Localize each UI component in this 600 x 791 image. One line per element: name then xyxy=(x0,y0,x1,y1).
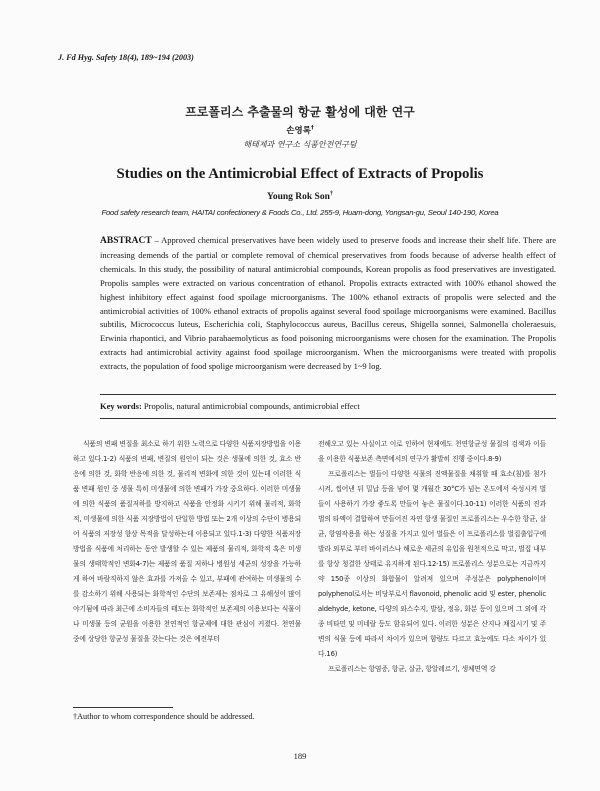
abstract xyxy=(100,234,556,374)
abstract-label: ABSTRACT xyxy=(100,236,152,246)
keywords-label: Key words: xyxy=(100,401,142,411)
english-title: Studies on the Antimicrobial Effect of Extracts of Propolis xyxy=(116,166,484,182)
english-author: Young Rok Son† xyxy=(267,190,333,202)
body-column-left xyxy=(73,437,301,647)
body-paragraph: 식품의 변패 변질을 최소로 하기 위한 노력으로 다양한 식품저장방법을 이용하고 있다.1-2) 식품의 변패, 변질의 원인이 되는 것은 생물에 의한 것, 효소 반응에 의한 것, 화학 반응에 의한 것, 물리적 변화에 의한 것이 있는데 이러한 식품 변패 원인 중 생물 특히 미생물에 의한 변패가 가장 중요하다. 이러한 미생물에 의한 식품의 품질저하를 방지하고 식품을 안정화 시키기 위해 물리적, 화학적, 미생물에 의한 식품 저장방법이 단일한 방법 또는 2개 이상의 수단이 병용되어 식품의 저장성 향상 목적을 달성하는데 이용되고 있다.1-3) 다양한 식품저장 방법을 식품에 처리하는 동안 발생할 수 있는 제품의 물리적, 화학적 혹은 미생물의 생태학적인 변화4-7)는 제품의 품질 저하나 병원성 세균의 성장을 가능하게 하여 바람직하지 않은 효과를 가져올 수 있고, 부패에 관여하는 미생물의 수를 감소하기 위해 사용되는 화학적인 수단의 보존제는 점차로 그 유해성이 많이 야기됨에 따라 최근에 소비자들의 태도는 화학적인 보존제의 이용보다는 식물이나 미생물 등의 균원을 이용한 천연적인 항균제에 대한 관심이 커졌다. 천연물 중에 상당한 항균성 물질을 갖는다는 것은 예전부터 xyxy=(73,440,301,643)
korean-author: 손영록† xyxy=(286,125,314,136)
english-affiliation: Food safety research team, HAITAI confectionery & Foods Co., Ltd. 255-9, Huam-dong, Yongsan-gu, Seoul 140-190, Korea xyxy=(101,208,499,217)
body-paragraph: 프로폴리스는 항염증, 항균, 살균, 항알레르기, 생체면역 강 xyxy=(328,665,496,673)
footnote: †Author to whom correspondence should be addressed. xyxy=(73,712,255,721)
korean-affiliation: 해태제과 연구소 식품안전연구팀 xyxy=(243,140,357,149)
abstract-text: – Approved chemical preservatives have been widely used to preserve foods and increase their shelf life. There are increasing demends of the partial or complete removal of chemical preservatives from foods because of adverse health effect of chemicals. In this study, the possibility of natural antimicrobial compounds, Korean propolis as food preservatives are investigated. Propolis samples were extracted on various concentration of ethanol. Propolis extracts extracted with 100% ethanol showed the highest inhibitory effect against food spoilage microorganisms. The 100% ethanol extracts of propolis were selected and the antimicrobial activities of 100% ethanol extracts of propolis against several food spoilage microorganisms were examined. Bacillus subtilis, Micrococcus luteus, Escherichia coli, Staphylococcus aureus, Bacillus cereus, Shigella sonnei, Salmonella choleraesuis, Erwinia rhapontici, and Vibrio parahaemolyticus as food poisoning microorganisms were chosen for the examination. The Propolis extracts had antimicrobial activity against food spoilage microorganism. When the microorganisms were treated with propolis extracts, the population of food spolige microorganism were decreased by 1~9 log. xyxy=(100,235,556,372)
body-paragraph: 프로폴리스는 벌들이 다양한 식물의 진액물질을 채취할 때 효소(침)를 첨가시켜, 씹어낸 뒤 밀납 등을 넣어 몇 개월간 30°C가 넘는 온도에서 숙성시켜 벌들이 사용하기 가장 좋도록 만들어 놓은 물질이다.10-11) 이러한 식품의 진과 벌의 타액이 결합하여 만들어진 자연 항생 물질인 프로폴리스는 우수한 항균, 살균, 항염작용을 하는 성질을 가지고 있어 벌들은 이 프로폴리스를 벌집출입구에 발라 외부로 부터 바이러스나 해로운 세균의 유입을 원천적으로 막고, 벌집 내부를 항상 청결한 상태로 유지하게 된다.12-15) 프로폴리스 성분으로는 지금까지 약 150종 이상의 화합물이 알려져 있으며 주성분은 polyphenol이며 polyphenol로서는 비당부로서 flavonoid, phenolic acid 및 ester, phenolic aldehyde, ketone, 다양의 와스수지, 발삼, 정유, 화분 등이 있으며 그 외에 각 종 비타민 및 미네랄 등도 함유되어 있다. 이러한 성분은 산지나 채집시기 및 주변의 식물 등에 따라서 차이가 있으며 함량도 다르고 효능에도 다소 차이가 있다.16) xyxy=(318,470,546,658)
keywords-text: Propolis, natural antimicrobial compounds, antimicrobial effect xyxy=(141,401,360,411)
keywords xyxy=(100,401,556,411)
korean-title: 프로폴리스 추출물의 항균 활성에 대한 연구 xyxy=(185,105,415,119)
journal-reference: J. Fd Hyg. Safety 18(4), 189~194 (2003) xyxy=(58,53,194,62)
page-number: 189 xyxy=(293,751,307,761)
body-paragraph: 전해오고 있는 사실이고 이로 인하여 현재에도 천연항균성 물질의 검색과 이들을 이용한 식품보존 측면에서의 연구가 활발히 진행 중이다.8-9) xyxy=(318,440,546,463)
body-column-right xyxy=(318,437,546,677)
divider-top xyxy=(100,394,556,395)
divider-bottom xyxy=(100,418,556,419)
footnote-rule xyxy=(73,707,173,708)
